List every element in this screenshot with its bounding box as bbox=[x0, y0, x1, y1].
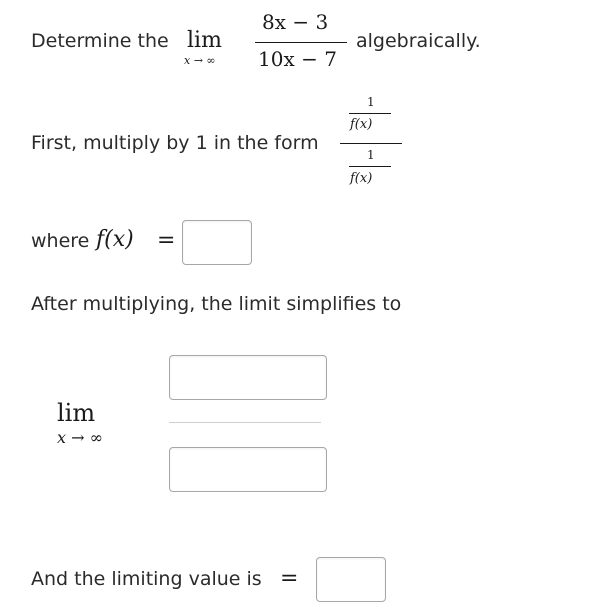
step2-lim-subscript: x → ∞ bbox=[57, 428, 103, 447]
step2-lim: lim bbox=[57, 399, 96, 427]
problem-numerator: 8x − 3 bbox=[262, 10, 329, 34]
fx-symbol: f(x) bbox=[96, 227, 134, 252]
limit-value-answer-input[interactable] bbox=[316, 557, 386, 602]
step1-bottom-inner-bar bbox=[349, 166, 391, 167]
fx-answer-input[interactable] bbox=[182, 220, 252, 265]
final-text: And the limiting value is bbox=[31, 568, 262, 590]
step1-bottom-denominator: f(x) bbox=[350, 171, 373, 186]
step1-top-denominator: f(x) bbox=[350, 117, 373, 132]
problem-intro: Determine the bbox=[31, 30, 169, 52]
step2-text: After multiplying, the limit simplifies to bbox=[31, 293, 402, 315]
numerator-answer-input[interactable] bbox=[169, 355, 327, 400]
step1-text: First, multiply by 1 in the form bbox=[31, 132, 319, 154]
step1-main-fraction-bar bbox=[340, 143, 402, 144]
step1-top-numerator: 1 bbox=[367, 95, 375, 109]
fx-equals: = bbox=[157, 228, 176, 253]
problem-lim-subscript: x → ∞ bbox=[184, 54, 216, 67]
final-equals: = bbox=[280, 566, 299, 591]
problem-lim: lim bbox=[187, 28, 222, 53]
denominator-answer-input[interactable] bbox=[169, 447, 327, 492]
where-label: where bbox=[31, 230, 90, 252]
problem-fraction-bar bbox=[255, 42, 347, 43]
step1-bottom-numerator: 1 bbox=[367, 148, 375, 162]
problem-denominator: 10x − 7 bbox=[258, 47, 337, 71]
problem-outro: algebraically. bbox=[356, 30, 481, 52]
step2-fraction-bar bbox=[169, 422, 321, 423]
step1-top-inner-bar bbox=[349, 113, 391, 114]
